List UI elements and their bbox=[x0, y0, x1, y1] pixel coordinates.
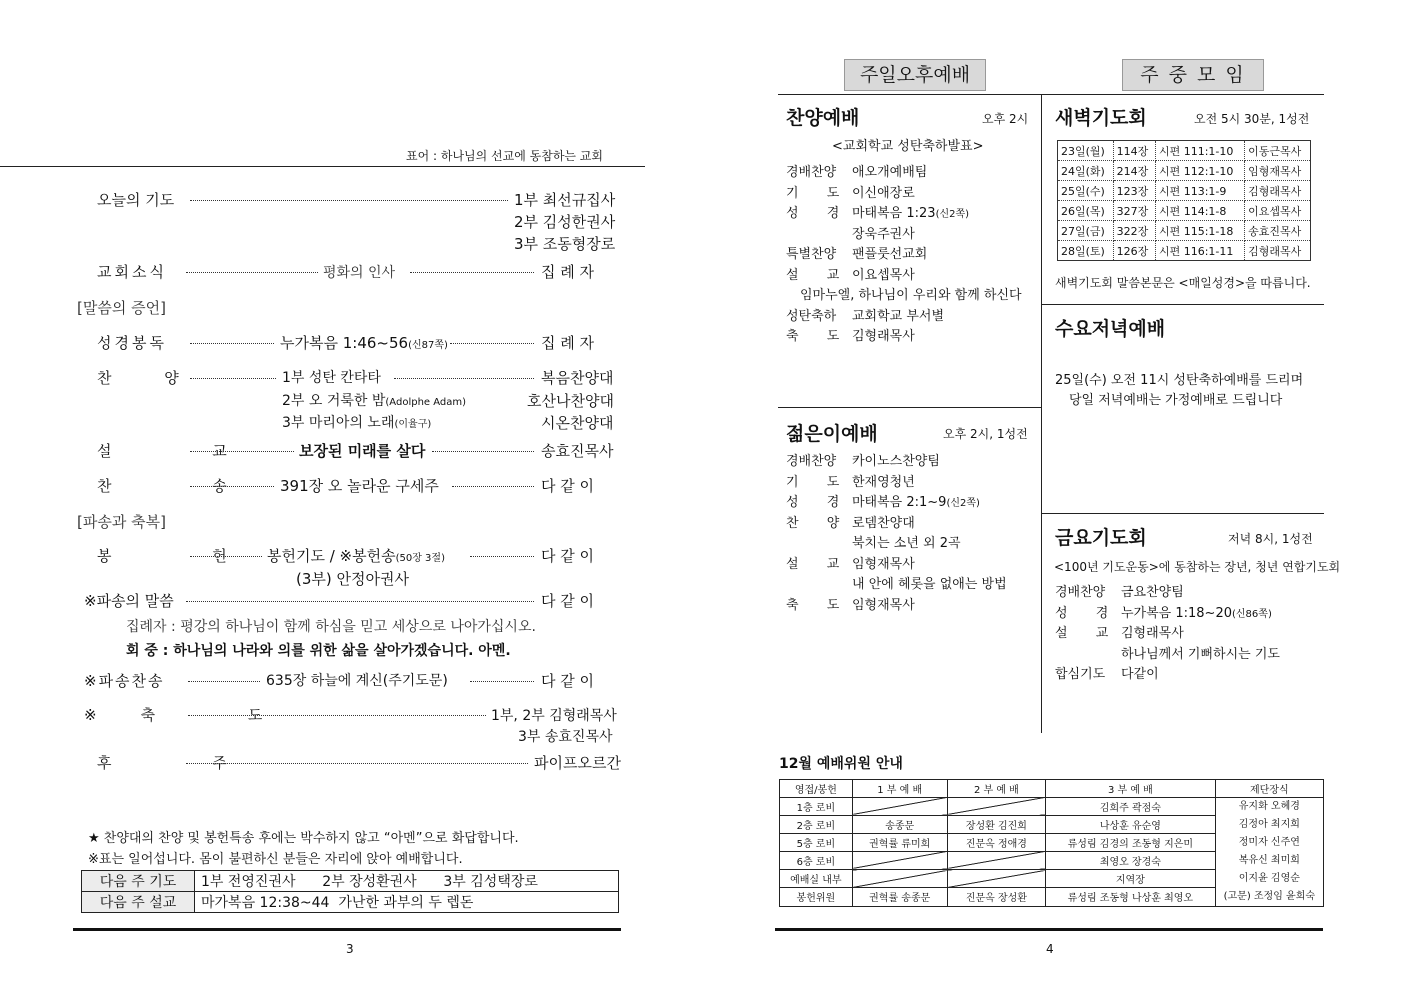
program-row bbox=[786, 161, 1036, 182]
table-cell: 214장 bbox=[1113, 161, 1155, 181]
dawn-note: 새벽기도회 말씀본문은 <매일성경>을 따릅니다. bbox=[1055, 276, 1311, 290]
youth-title: 젊은이예배 bbox=[786, 423, 878, 445]
hymn-right: 다 같 이 bbox=[541, 477, 595, 495]
choir-2-composer: (Adolphe Adam) bbox=[385, 397, 467, 408]
sendhymn-right: 다 같 이 bbox=[541, 672, 595, 690]
table-cell: 진문옥 장성환 bbox=[947, 888, 1045, 906]
program-value: 하나님께서 기뻐하시는 기도 bbox=[1121, 646, 1280, 662]
program-value: 다같이 bbox=[1121, 667, 1159, 682]
table-cell: 장성환 김진희 bbox=[947, 815, 1045, 833]
program-row bbox=[1055, 581, 1315, 602]
table-cell: 126장 bbox=[1113, 241, 1155, 261]
table-cell: 류성림 김경의 조동형 지은미 bbox=[1046, 833, 1216, 851]
program-row bbox=[786, 491, 1036, 512]
table-cell: 5층 로비 bbox=[780, 833, 853, 851]
praise-title: 찬양예배 bbox=[786, 107, 860, 129]
post-right: 파이프오르간 bbox=[534, 754, 621, 772]
table-cell: 322장 bbox=[1113, 221, 1155, 241]
table-header-row bbox=[780, 780, 1324, 798]
program-row bbox=[1055, 663, 1315, 684]
footer-rule bbox=[775, 928, 1323, 931]
choir-2-right: 호산나찬양대 bbox=[527, 392, 614, 410]
program-key: 설 교 bbox=[786, 267, 852, 283]
program-row bbox=[786, 594, 1036, 615]
table-cell: 예배실 내부 bbox=[780, 870, 853, 888]
leader-dots bbox=[394, 378, 534, 379]
table-cell: 27일(금) bbox=[1058, 221, 1114, 241]
program-key: 특별찬양 bbox=[786, 247, 837, 262]
hymn-mid: 391장 오 놀라운 구세주 bbox=[280, 477, 439, 495]
table-cell: 24일(화) bbox=[1058, 161, 1114, 181]
program-value: 김형래목사 bbox=[852, 329, 915, 344]
table-cell: 시편 113:1-9 bbox=[1155, 181, 1244, 201]
prayer-1: 1부 최선규집사 bbox=[514, 191, 616, 209]
leader-dots bbox=[410, 272, 534, 273]
table-cell: 1층 로비 bbox=[780, 797, 853, 815]
program-value: 애오개예배팀 bbox=[852, 165, 928, 180]
table-cell: 지역장 bbox=[1046, 870, 1216, 888]
leader-dots bbox=[190, 200, 508, 201]
friday-program bbox=[1055, 581, 1315, 684]
table-header-cell: 제단장식 bbox=[1215, 780, 1323, 798]
table-cell: 시편 115:1-18 bbox=[1155, 221, 1244, 241]
table-cell: 시편 114:1-8 bbox=[1155, 201, 1244, 221]
table-cell: 6층 로비 bbox=[780, 851, 853, 869]
table-header-cell: 영접/봉헌 bbox=[780, 780, 853, 798]
prayer-3: 3부 조동형장로 bbox=[514, 235, 616, 253]
news-right: 집 례 자 bbox=[541, 263, 595, 281]
program-key: 설 교 bbox=[786, 556, 852, 572]
news-mid: 평화의 인사 bbox=[323, 265, 396, 281]
program-row bbox=[786, 573, 1036, 594]
prayer-label: 오늘의 기도 bbox=[97, 191, 175, 209]
table-cell: 시편 112:1-10 bbox=[1155, 161, 1244, 181]
choir-1: 1부 성탄 칸타타 bbox=[282, 370, 381, 386]
table-cell: 김형래목사 bbox=[1245, 241, 1311, 261]
program-key: 기 도 bbox=[786, 185, 852, 201]
leader-dots bbox=[432, 451, 534, 452]
program-value: 장욱주권사 bbox=[852, 226, 915, 242]
program-row bbox=[1055, 643, 1315, 664]
table-cell: 25일(수) bbox=[1058, 181, 1114, 201]
program-key: 경배찬양 bbox=[786, 165, 837, 180]
next-prayer-value: 1부 전영진권사 2부 장성환권사 3부 김성택장로 bbox=[195, 871, 619, 892]
program-value: 임형재목사 bbox=[852, 556, 915, 572]
table-cell: 권혁률 류미희 bbox=[852, 833, 947, 851]
table-header-cell: 3 부 예 배 bbox=[1046, 780, 1216, 798]
table-cell bbox=[947, 797, 1045, 815]
altar-name: 김정아 최지희 bbox=[1238, 818, 1300, 830]
praise-time: 오후 2시 bbox=[982, 112, 1029, 126]
program-row bbox=[786, 532, 1036, 553]
program-row bbox=[786, 223, 1036, 244]
table-cell bbox=[947, 851, 1045, 869]
leader-dots bbox=[186, 601, 534, 602]
program-row bbox=[786, 325, 1036, 346]
bless-2: 3부 송효진목사 bbox=[518, 729, 613, 745]
youth-program bbox=[786, 450, 1036, 614]
friday-title: 금요기도회 bbox=[1055, 527, 1147, 549]
sendhymn-mid: 635장 하늘에 계신(주기도문) bbox=[266, 673, 448, 689]
prayer-2: 2부 김성한권사 bbox=[514, 213, 616, 231]
table-cell: 나상훈 유순영 bbox=[1046, 815, 1216, 833]
program-page: (신2쪽) bbox=[946, 498, 980, 509]
program-value: 한재영청년 bbox=[852, 474, 915, 490]
news-label: 교회소식 bbox=[97, 263, 167, 281]
leader-dots bbox=[452, 486, 534, 487]
leader-dots bbox=[190, 556, 262, 557]
reading-page: (신87쪽) bbox=[408, 340, 448, 351]
program-value: 누가복음 1:18~20 bbox=[1121, 605, 1232, 621]
choir-1-right: 복음찬양대 bbox=[541, 369, 614, 387]
reading-right: 집 례 자 bbox=[541, 334, 595, 352]
program-key: 성 경 bbox=[786, 495, 852, 510]
leader-dots bbox=[190, 451, 294, 452]
praise-subtitle: <교회학교 성탄축하발표> bbox=[832, 139, 984, 154]
table-cell: 114장 bbox=[1113, 141, 1155, 161]
praise-program-2 bbox=[786, 305, 1036, 346]
program-page: (신86쪽) bbox=[1232, 608, 1272, 620]
leader-dots bbox=[188, 715, 486, 716]
table-cell: 327장 bbox=[1113, 201, 1155, 221]
page-number: 4 bbox=[1046, 942, 1054, 956]
leader-dots bbox=[190, 343, 274, 344]
program-key: 경배찬양 bbox=[1055, 585, 1106, 600]
program-key: 합심기도 bbox=[1055, 667, 1106, 682]
program-value: 마태복음 1:23 bbox=[852, 206, 936, 221]
program-value: 이요셉목사 bbox=[852, 267, 915, 283]
table-cell: 23일(월) bbox=[1058, 141, 1114, 161]
friday-subtitle: <100년 기도운동>에 동참하는 장년, 청년 연합기도회 bbox=[1054, 560, 1341, 574]
altar-name: 이지윤 김영순 bbox=[1238, 872, 1300, 884]
program-key: 찬 양 bbox=[786, 515, 852, 531]
column-divider bbox=[1041, 95, 1042, 733]
leader-dots bbox=[470, 681, 534, 682]
table-header-cell: 1 부 예 배 bbox=[852, 780, 947, 798]
divider-rule bbox=[778, 407, 1041, 408]
duty-table bbox=[779, 779, 1324, 907]
table-cell: 이요셉목사 bbox=[1245, 201, 1311, 221]
program-value: 마태복음 2:1~9 bbox=[852, 495, 947, 510]
table-row bbox=[1058, 221, 1311, 241]
program-key: 축 도 bbox=[786, 597, 852, 613]
choir-3: 3부 마리아의 노래 bbox=[282, 415, 395, 431]
congregation-line: 회 중 : 하나님의 나라와 의를 위한 삶을 살아가겠습니다. 아멘. bbox=[126, 643, 511, 659]
wednesday-line-1: 25일(수) 오전 11시 성탄축하예배를 드리며 bbox=[1055, 373, 1304, 388]
offer-hymn-no: (50장 3절) bbox=[395, 553, 445, 564]
program-key: 설 교 bbox=[1055, 626, 1121, 641]
leader-dots bbox=[190, 486, 274, 487]
top-rule bbox=[778, 94, 1324, 95]
footer-rule bbox=[73, 928, 621, 931]
table-cell: 26일(목) bbox=[1058, 201, 1114, 221]
offer-right: 다 같 이 bbox=[541, 547, 595, 565]
table-cell bbox=[947, 870, 1045, 888]
program-key: 경배찬양 bbox=[786, 454, 837, 469]
note-1: ★ 찬양대의 찬양 및 봉헌특송 후에는 박수하지 않고 “아멘”으로 화답합니다. bbox=[88, 831, 519, 846]
table-cell: 봉헌위원 bbox=[780, 888, 853, 906]
next-sermon-value: 마가복음 12:38~44 가난한 과부의 두 렙돈 bbox=[195, 892, 619, 913]
next-week-table bbox=[81, 870, 619, 913]
altar-name: 유지화 오혜경 bbox=[1238, 800, 1300, 812]
table-cell: 송효진목사 bbox=[1245, 221, 1311, 241]
table-row bbox=[1058, 241, 1311, 261]
choir-2: 2부 오 거룩한 밤 bbox=[282, 393, 386, 409]
afternoon-header: 주일오후예배 bbox=[844, 59, 986, 91]
table-row bbox=[1058, 161, 1311, 181]
table-cell: 류성림 조동형 나상훈 최영오 bbox=[1046, 888, 1216, 906]
sermon-right: 송효진목사 bbox=[541, 442, 614, 460]
table-cell: 임형재목사 bbox=[1245, 161, 1311, 181]
table-cell: 김형래목사 bbox=[1245, 181, 1311, 201]
table-row bbox=[1058, 141, 1311, 161]
choir-3-right: 시온찬양대 bbox=[541, 414, 614, 432]
leader-dots bbox=[186, 272, 318, 273]
program-row bbox=[786, 471, 1036, 492]
sendhymn-label: ※파송찬송 bbox=[84, 672, 165, 690]
wednesday-line-2: 당일 저녁예배는 가정예배로 드립니다 bbox=[1069, 393, 1283, 408]
program-value: 금요찬양팀 bbox=[1121, 585, 1184, 600]
table-row bbox=[1058, 181, 1311, 201]
praise-program bbox=[786, 161, 1036, 346]
sendword-label: ※파송의 말씀 bbox=[84, 592, 174, 610]
leader-dots bbox=[190, 378, 276, 379]
program-row bbox=[786, 264, 1036, 285]
sermon-label: 설 교 bbox=[97, 442, 275, 460]
program-value: 내 안에 헤롯을 없애는 방법 bbox=[852, 577, 1007, 592]
leader-dots bbox=[470, 556, 534, 557]
program-value: 임형재목사 bbox=[852, 597, 915, 613]
table-cell: 최영오 장경숙 bbox=[1046, 851, 1216, 869]
table-cell: 28일(토) bbox=[1058, 241, 1114, 261]
reading-mid: 누가복음 1:46~56 bbox=[280, 334, 409, 352]
table-header-cell: 2 부 예 배 bbox=[947, 780, 1045, 798]
dawn-title: 새벽기도회 bbox=[1055, 107, 1147, 129]
header-rule bbox=[0, 166, 645, 167]
leader-line: 집례자 : 평강의 하나님이 함께 하심을 믿고 세상으로 나아가십시오. bbox=[126, 619, 536, 635]
divider-rule bbox=[1041, 304, 1324, 305]
sermon-title: 보장된 미래를 살다 bbox=[299, 442, 426, 460]
program-row bbox=[786, 450, 1036, 471]
section-word: [말씀의 증언] bbox=[77, 299, 166, 317]
duty-title: 12월 예배위원 안내 bbox=[779, 756, 903, 772]
table-cell: 123장 bbox=[1113, 181, 1155, 201]
table-cell bbox=[852, 870, 947, 888]
next-sermon-label: 다음 주 설교 bbox=[82, 892, 195, 913]
table-cell: 시편 111:1-10 bbox=[1155, 141, 1244, 161]
program-key: 성탄축하 bbox=[786, 308, 837, 324]
program-key: 성 경 bbox=[786, 206, 852, 221]
altar-cell bbox=[1215, 797, 1323, 906]
program-value: 김형래목사 bbox=[1121, 626, 1184, 641]
leader-dots bbox=[186, 763, 528, 764]
table-cell: 송종문 bbox=[852, 815, 947, 833]
table-cell: 2층 로비 bbox=[780, 815, 853, 833]
program-key: 축 도 bbox=[786, 329, 852, 344]
sendword-right: 다 같 이 bbox=[541, 592, 595, 610]
reading-label: 성경봉독 bbox=[97, 334, 167, 352]
table-cell: 권혁률 송종문 bbox=[852, 888, 947, 906]
table-cell: 진문옥 정애경 bbox=[947, 833, 1045, 851]
note-2: ※표는 일어섭니다. 몸이 불편하신 분들은 자리에 앉아 예배합니다. bbox=[88, 852, 463, 867]
weekday-header: 주 중 모 임 bbox=[1122, 59, 1264, 91]
altar-name: 복유신 최미희 bbox=[1238, 854, 1300, 866]
program-row bbox=[786, 182, 1036, 203]
friday-time: 저녁 8시, 1성전 bbox=[1228, 532, 1313, 546]
bless-1: 1부, 2부 김형래목사 bbox=[491, 708, 617, 724]
program-value: 교회학교 부서별 bbox=[852, 308, 945, 324]
program-row bbox=[786, 512, 1036, 533]
table-row bbox=[1058, 201, 1311, 221]
praise-sermon-title: 임마누엘, 하나님이 우리와 함께 하신다 bbox=[800, 288, 1022, 303]
table-cell bbox=[852, 851, 947, 869]
program-row bbox=[786, 553, 1036, 574]
program-row bbox=[786, 305, 1036, 326]
program-row bbox=[1055, 602, 1315, 623]
offer-label: 봉 헌 bbox=[97, 547, 275, 565]
table-row bbox=[780, 797, 1324, 815]
program-row bbox=[786, 202, 1036, 223]
dawn-time: 오전 5시 30분, 1성전 bbox=[1194, 112, 1310, 126]
table-cell bbox=[852, 797, 947, 815]
hymn-label: 찬 송 bbox=[97, 477, 275, 495]
divider-rule bbox=[1041, 513, 1324, 514]
choir-3-composer: (이율구) bbox=[394, 419, 432, 430]
table-cell: 시편 116:1-11 bbox=[1155, 241, 1244, 261]
leader-dots bbox=[188, 681, 260, 682]
program-value: 로뎀찬양대 bbox=[852, 515, 915, 531]
offer-sub: (3부) 안정아권사 bbox=[296, 570, 409, 588]
program-value: 북치는 소년 외 2곡 bbox=[852, 536, 961, 551]
offer-mid: 봉헌기도 / ※봉헌송 bbox=[267, 547, 396, 565]
choir-label: 찬 양 bbox=[97, 369, 203, 387]
motto: 표어 : 하나님의 선교에 동참하는 교회 bbox=[406, 149, 603, 163]
program-key: 기 도 bbox=[786, 474, 852, 490]
program-row bbox=[1055, 622, 1315, 643]
page-number: 3 bbox=[346, 942, 354, 956]
youth-time: 오후 2시, 1성전 bbox=[943, 427, 1028, 441]
program-page: (신2쪽) bbox=[935, 209, 970, 220]
section-send: [파송과 축복] bbox=[77, 513, 166, 531]
dawn-table bbox=[1057, 140, 1311, 261]
table-cell: 이동근목사 bbox=[1245, 141, 1311, 161]
program-value: 팬플룻선교회 bbox=[852, 247, 928, 262]
next-prayer-label: 다음 주 기도 bbox=[82, 871, 195, 892]
leader-dots bbox=[450, 343, 534, 344]
table-cell: 김희주 곽점숙 bbox=[1046, 797, 1216, 815]
post-label: 후 주 bbox=[97, 754, 275, 772]
program-row bbox=[786, 243, 1036, 264]
wednesday-title: 수요저녁예배 bbox=[1055, 318, 1166, 340]
program-value: 이신애장로 bbox=[852, 185, 915, 201]
bless-label: ※축 도 bbox=[84, 706, 307, 724]
program-key: 성 경 bbox=[1055, 605, 1121, 621]
altar-name: 정미자 신주연 bbox=[1238, 836, 1300, 848]
program-value: 카이노스찬양팀 bbox=[852, 454, 940, 469]
altar-name: (고문) 조정임 윤희숙 bbox=[1223, 890, 1316, 902]
